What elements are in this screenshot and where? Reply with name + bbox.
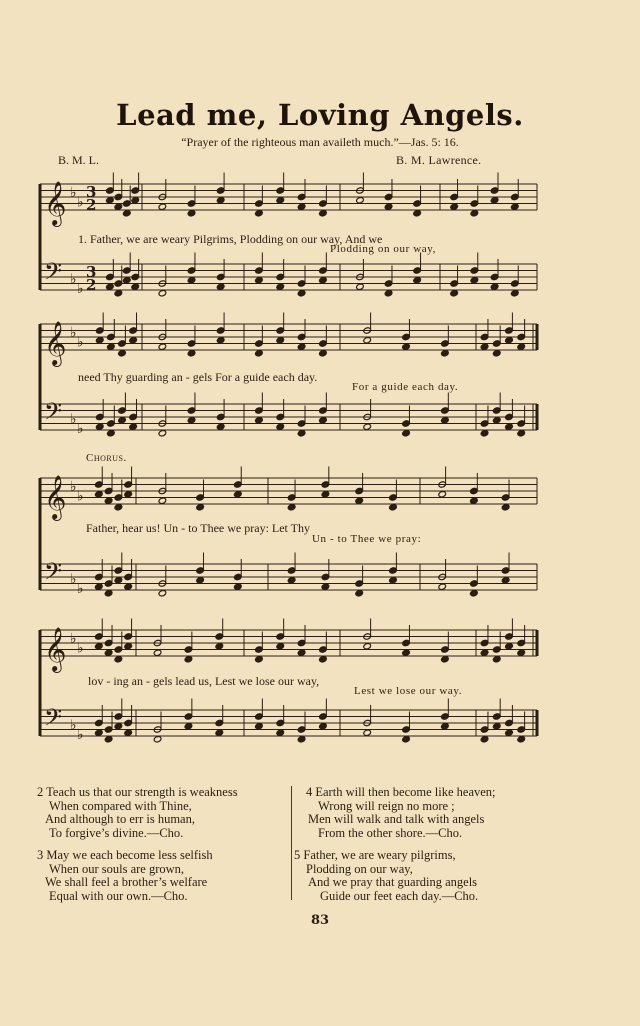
note-head	[438, 491, 447, 498]
note-head	[470, 277, 479, 284]
treble-clef: 𝄞	[44, 627, 67, 671]
note-head	[276, 283, 285, 290]
note-head	[356, 283, 365, 290]
note-head	[184, 656, 193, 663]
verse-line: And we pray that guarding angels	[308, 875, 478, 889]
note-head	[297, 203, 306, 210]
note-head	[470, 497, 479, 504]
flat-sign: ♭	[70, 411, 77, 428]
note-head	[123, 277, 132, 284]
lyric-line-2: need Thy guarding an - gels For a guide each day.	[78, 370, 318, 384]
note-head	[96, 423, 105, 430]
note-head	[384, 203, 393, 210]
flat-sign: ♭	[77, 281, 84, 297]
lyric-echo-3: Un - to Thee we pray:	[312, 533, 422, 545]
note-head	[319, 350, 328, 357]
note-head	[355, 497, 364, 504]
note-head	[153, 736, 162, 743]
flat-sign: ♭	[70, 478, 77, 495]
note-head	[276, 197, 285, 204]
treble-clef: 𝄞	[44, 475, 67, 519]
note-head	[319, 723, 328, 730]
note-head	[490, 197, 499, 204]
time-signature-numerator: 3	[86, 183, 97, 201]
hymn-title: Lead me, Loving Angels.	[116, 98, 524, 132]
flat-sign: ♭	[77, 581, 84, 597]
note-head	[505, 423, 514, 430]
note-head	[287, 504, 296, 511]
flat-sign: ♭	[77, 421, 84, 437]
note-head	[187, 277, 196, 284]
note-head	[470, 210, 479, 217]
note-head	[413, 277, 422, 284]
bass-clef: 𝄢	[44, 557, 63, 591]
note-head	[493, 417, 502, 424]
verse-line: Plodding on our way,	[306, 861, 413, 876]
time-signature-denominator: 2	[86, 276, 97, 294]
note-head	[95, 491, 104, 498]
composer-credit: B. M. Lawrence.	[396, 153, 482, 167]
note-head	[363, 423, 372, 430]
flat-sign: ♭	[70, 630, 77, 647]
note-head	[480, 649, 489, 656]
verse-line: To forgive’s divine.—Cho.	[49, 825, 184, 840]
bass-clef: 𝄢	[44, 257, 63, 291]
note-head	[95, 583, 104, 590]
note-head	[297, 736, 306, 743]
flat-sign: ♭	[77, 194, 84, 211]
note-head	[216, 423, 225, 430]
note-head	[216, 197, 225, 204]
note-head	[95, 643, 104, 650]
bass-clef: 𝄢	[44, 397, 63, 431]
note-head	[402, 430, 411, 437]
note-head	[493, 656, 502, 663]
verse-line: When compared with Thine,	[49, 798, 192, 813]
verse-line: Guide our feet each day.—Cho.	[320, 888, 479, 903]
note-head	[95, 729, 104, 736]
verse-line: 5 Father, we are weary pilgrims,	[294, 848, 456, 862]
note-head	[319, 210, 328, 217]
note-head	[413, 210, 422, 217]
page-number: 83	[310, 913, 330, 928]
lyric-echo-2: For a guide each day.	[352, 381, 459, 393]
note-head	[441, 417, 450, 424]
verse-5	[294, 849, 478, 903]
note-head	[363, 337, 372, 344]
note-head	[287, 577, 296, 584]
flat-sign: ♭	[77, 334, 84, 351]
note-head	[493, 350, 502, 357]
note-head	[438, 583, 447, 590]
verse-line: Men will walk and talk with angels	[308, 812, 485, 826]
note-head	[505, 643, 514, 650]
flat-sign: ♭	[77, 640, 84, 657]
note-head	[511, 203, 520, 210]
verse-line: Wrong will reign no more ;	[318, 798, 455, 813]
flat-sign: ♭	[77, 727, 84, 743]
note-head	[255, 656, 264, 663]
note-head	[129, 423, 138, 430]
note-head	[234, 491, 243, 498]
note-head	[124, 583, 133, 590]
note-head	[363, 643, 372, 650]
note-head	[276, 643, 285, 650]
note-head	[441, 723, 450, 730]
note-head	[402, 649, 411, 656]
treble-clef: 𝄞	[44, 181, 67, 225]
note-head	[158, 343, 167, 350]
verse-line: Equal with our own.—Cho.	[49, 888, 188, 903]
note-head	[104, 497, 113, 504]
flat-sign: ♭	[77, 488, 84, 505]
note-head	[114, 656, 123, 663]
note-head	[511, 290, 520, 297]
note-head	[355, 590, 364, 597]
note-head	[106, 197, 115, 204]
note-head	[402, 343, 411, 350]
note-head	[124, 729, 133, 736]
note-head	[106, 283, 115, 290]
note-head	[114, 577, 123, 584]
note-head	[104, 649, 113, 656]
note-head	[517, 343, 526, 350]
flat-sign: ♭	[70, 571, 77, 588]
verse-line: From the other shore.—Cho.	[318, 825, 463, 840]
lyric-line-3: Father, hear us! Un - to Thee we pray: Let Thy	[86, 521, 311, 535]
note-head	[114, 203, 123, 210]
flat-sign: ♭	[70, 271, 77, 288]
note-head	[96, 337, 105, 344]
note-head	[493, 723, 502, 730]
note-head	[196, 504, 205, 511]
note-head	[321, 583, 330, 590]
note-head	[158, 290, 167, 297]
note-head	[131, 197, 140, 204]
note-head	[501, 577, 510, 584]
note-head	[255, 723, 264, 730]
note-head	[470, 590, 479, 597]
note-head	[118, 417, 127, 424]
note-head	[276, 423, 285, 430]
note-head	[187, 210, 196, 217]
note-head	[517, 430, 526, 437]
note-head	[129, 337, 138, 344]
note-head	[184, 723, 193, 730]
lyric-echo-4: Lest we lose our way.	[354, 685, 463, 697]
note-head	[441, 656, 450, 663]
note-head	[215, 643, 224, 650]
verse-line: We shall feel a brother’s welfare	[45, 875, 208, 889]
note-head	[356, 197, 365, 204]
note-head	[297, 290, 306, 297]
flat-sign: ♭	[70, 717, 77, 734]
verse-line: And although to err is human,	[45, 812, 195, 826]
note-head	[276, 729, 285, 736]
note-head	[255, 210, 264, 217]
note-head	[114, 504, 123, 511]
note-head	[319, 656, 328, 663]
note-head	[158, 497, 167, 504]
note-head	[118, 350, 127, 357]
note-head	[450, 203, 459, 210]
note-head	[104, 590, 113, 597]
note-head	[255, 417, 264, 424]
lyricist-credit: B. M. L.	[58, 153, 100, 167]
lyric-echo-1: Plodding on our way,	[330, 243, 437, 255]
note-head	[114, 290, 123, 297]
note-head	[114, 723, 123, 730]
note-head	[517, 736, 526, 743]
note-head	[216, 337, 225, 344]
note-head	[363, 729, 372, 736]
verse-4	[306, 786, 496, 840]
note-head	[153, 649, 162, 656]
note-head	[389, 577, 398, 584]
note-head	[501, 504, 510, 511]
time-signature-denominator: 2	[86, 196, 97, 214]
flat-sign: ♭	[70, 324, 77, 341]
note-head	[123, 210, 132, 217]
note-head	[158, 590, 167, 597]
treble-clef: 𝄞	[44, 321, 67, 365]
note-head	[297, 649, 306, 656]
note-head	[490, 283, 499, 290]
note-head	[124, 491, 133, 498]
flat-sign: ♭	[70, 184, 77, 201]
note-head	[107, 430, 116, 437]
verse-line: When our souls are grown,	[49, 861, 185, 876]
note-head	[131, 283, 140, 290]
note-head	[297, 430, 306, 437]
note-head	[505, 337, 514, 344]
note-head	[480, 343, 489, 350]
note-head	[276, 337, 285, 344]
note-head	[389, 504, 398, 511]
note-head	[234, 583, 243, 590]
note-head	[319, 417, 328, 424]
verse-divider	[291, 786, 292, 900]
note-head	[187, 350, 196, 357]
verse-line: 3 May we each become less selfish	[37, 848, 213, 862]
scripture-reference: “Prayer of the righteous man availeth much.”—Jas. 5: 16.	[181, 135, 459, 149]
note-head	[196, 577, 205, 584]
note-head	[517, 649, 526, 656]
note-head	[441, 350, 450, 357]
note-head	[384, 290, 393, 297]
note-head	[321, 491, 330, 498]
note-head	[104, 736, 113, 743]
note-head	[158, 430, 167, 437]
note-head	[158, 203, 167, 210]
note-head	[450, 290, 459, 297]
note-head	[319, 277, 328, 284]
note-head	[480, 430, 489, 437]
verse-2	[37, 786, 238, 840]
verse-line: 4 Earth will then become like heaven;	[306, 785, 496, 799]
note-head	[107, 343, 116, 350]
verse-3	[37, 849, 213, 903]
note-head	[187, 417, 196, 424]
note-head	[124, 643, 133, 650]
note-head	[297, 343, 306, 350]
note-head	[255, 350, 264, 357]
note-head	[480, 736, 489, 743]
verse-line: 2 Teach us that our strength is weakness	[37, 785, 238, 799]
note-head	[505, 729, 514, 736]
note-head	[255, 277, 264, 284]
note-head	[216, 283, 225, 290]
time-signature-numerator: 3	[86, 263, 97, 281]
lyric-line-1: 1. Father, we are weary Pilgrims, Plodding on our way, And we	[78, 232, 383, 246]
note-head	[402, 736, 411, 743]
lyric-line-4: lov - ing an - gels lead us, Lest we lose our way,	[88, 674, 320, 688]
bass-clef: 𝄢	[44, 703, 63, 737]
note-head	[215, 729, 224, 736]
chorus-label: Chorus.	[86, 452, 127, 464]
